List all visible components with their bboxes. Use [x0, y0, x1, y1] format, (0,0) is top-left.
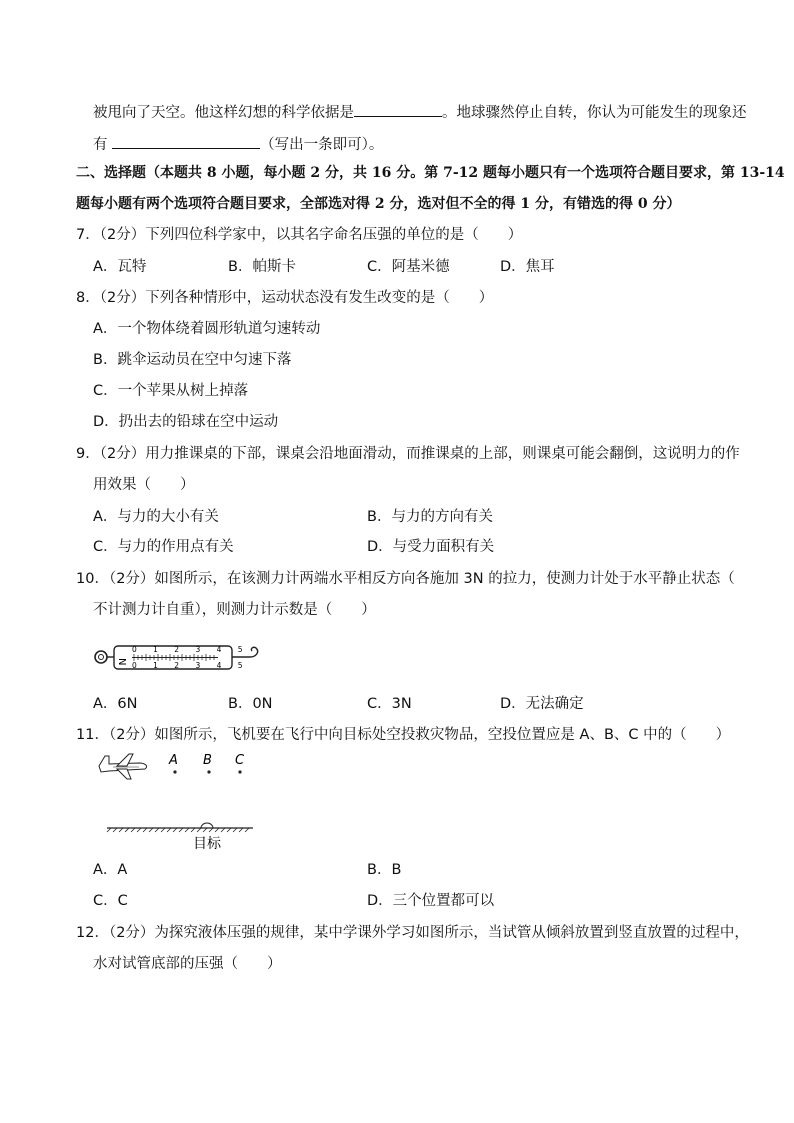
- drop-point-a: [173, 770, 176, 773]
- intro-line-1: [93, 101, 747, 122]
- intro-text-1a: 被甩向了天空。他这样幻想的科学依据是: [93, 105, 354, 121]
- q7-option-d[interactable]: D．焦耳: [500, 259, 555, 275]
- question-9-stem-2: 用效果（ ）: [93, 477, 195, 493]
- q8-option-a[interactable]: A．一个物体绕着圆形轨道匀速转动: [93, 321, 321, 337]
- airdrop-figure: [95, 748, 265, 858]
- q7-option-a[interactable]: A．瓦特: [93, 259, 147, 275]
- drop-label-c: C: [235, 753, 245, 768]
- q10-option-c[interactable]: C．3N: [367, 696, 412, 712]
- question-12-stem-1: 12．（2分）为探究液体压强的规律，某中学课外学习如图所示，当试管从倾斜放置到竖直放置的过程中，: [76, 925, 749, 941]
- question-12-stem-2: 水对试管底部的压强（ ）: [93, 956, 282, 972]
- intro-line-2: [93, 133, 383, 154]
- question-9-stem-1: 9．（2分）用力推课桌的下部，课桌会沿地面滑动，而推课桌的上部，则课桌可能会翻倒，这说明力的作: [76, 446, 740, 462]
- airplane-icon: [99, 754, 147, 779]
- intro-text-1b: 。地球骤然停止自转，你认为可能发生的现象还: [442, 105, 747, 121]
- scale-numbers-bottom: 0 1 2 3 4 5: [132, 661, 250, 670]
- q8-option-d[interactable]: D．扔出去的铅球在空中运动: [93, 414, 279, 430]
- section-heading-line-1: 二、选择题（本题共 8 小题，每小题 2 分，共 16 分。第 7-12 题每小题只有一个选项符合题目要求，第 13-14: [76, 165, 785, 181]
- section-heading-line-2: 题每小题有两个选项符合题目要求，全部选对得 2 分，选对但不全的得 1 分，有错选的得 0 分）: [76, 196, 681, 212]
- q9-option-d[interactable]: D．与受力面积有关: [367, 539, 495, 555]
- question-7-stem: 7．（2分）下列四位科学家中，以其名字命名压强的单位的是（ ）: [76, 227, 523, 243]
- q11-option-b[interactable]: B．B: [367, 862, 402, 878]
- q10-option-a[interactable]: A．6N: [93, 696, 138, 712]
- q10-option-d[interactable]: D．无法确定: [500, 696, 584, 712]
- scale-left-ring: [95, 651, 107, 663]
- q8-option-c[interactable]: C．一个苹果从树上掉落: [93, 383, 249, 399]
- q11-option-a[interactable]: A．A: [93, 862, 128, 878]
- question-8-stem: 8．（2分）下列各种情形中，运动状态没有发生改变的是（ ）: [76, 290, 494, 306]
- drop-label-a: A: [169, 753, 178, 768]
- answer-blank-1[interactable]: [354, 101, 442, 117]
- q11-option-c[interactable]: C．C: [93, 893, 128, 909]
- target-marker: [201, 823, 213, 828]
- spring-scale-figure: [90, 636, 270, 676]
- scale-right-hook: [250, 647, 258, 657]
- scale-numbers-top: 0 1 2 3 4 5: [132, 645, 250, 654]
- q9-option-a[interactable]: A．与力的大小有关: [93, 509, 219, 525]
- scale-unit-label: N: [116, 658, 127, 666]
- drop-point-c: [238, 770, 241, 773]
- intro-text-2b: （写出一条即可）。: [260, 137, 384, 153]
- drop-label-b: B: [203, 753, 212, 768]
- q8-option-b[interactable]: B．跳伞运动员在空中匀速下落: [93, 352, 292, 368]
- q7-option-b[interactable]: B．帕斯卡: [228, 259, 296, 275]
- answer-blank-2[interactable]: [112, 133, 260, 149]
- q11-option-d[interactable]: D．三个位置都可以: [367, 893, 495, 909]
- q9-option-b[interactable]: B．与力的方向有关: [367, 509, 493, 525]
- q7-option-c[interactable]: C．阿基米德: [367, 259, 450, 275]
- question-10-stem-1: 10．（2分）如图所示，在该测力计两端水平相反方向各施加 3N 的拉力，使测力计处于水平静止状态（: [76, 571, 735, 587]
- q10-option-b[interactable]: B．0N: [228, 696, 273, 712]
- drop-point-b: [207, 770, 210, 773]
- question-10-stem-2: 不计测力计自重），则测力计示数是（ ）: [93, 602, 376, 618]
- intro-text-2a: 有: [93, 137, 113, 153]
- q9-option-c[interactable]: C．与力的作用点有关: [93, 539, 234, 555]
- question-11-stem: 11．（2分）如图所示，飞机要在飞行中向目标处空投救灾物品，空投位置应是 A、B、C 中的（ ）: [76, 727, 731, 743]
- target-label: 目标: [193, 836, 221, 852]
